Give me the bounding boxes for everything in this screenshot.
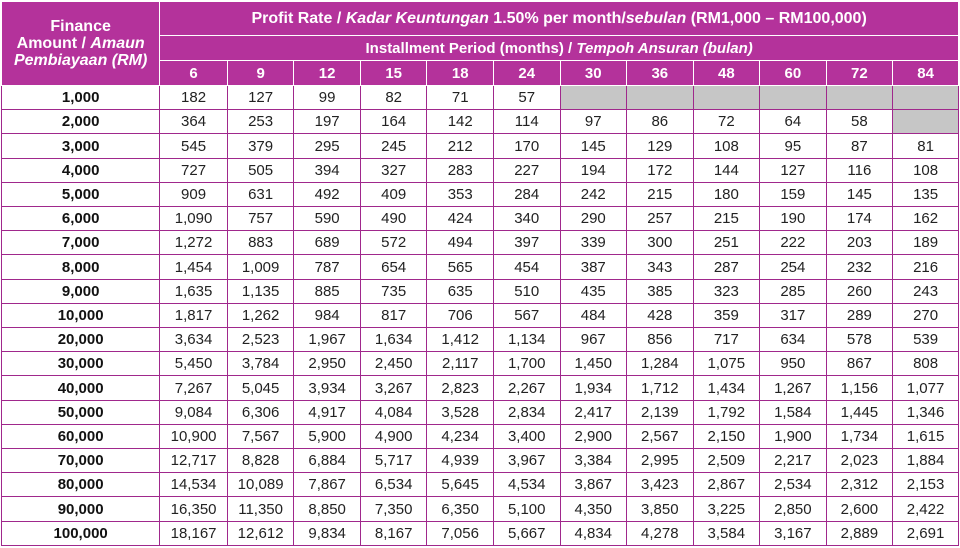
installment-cell: 260 bbox=[826, 279, 893, 303]
installment-cell: 2,417 bbox=[560, 400, 627, 424]
installment-cell: 387 bbox=[560, 255, 627, 279]
installment-cell: 72 bbox=[693, 110, 760, 134]
installment-cell: 7,267 bbox=[160, 376, 228, 400]
installment-cell: 2,422 bbox=[893, 497, 959, 521]
installment-cell: 7,350 bbox=[360, 497, 427, 521]
installment-cell: 1,792 bbox=[693, 400, 760, 424]
installment-cell: 428 bbox=[627, 303, 694, 327]
profit-rate-prefix: Profit Rate / bbox=[251, 9, 346, 27]
installment-cell: 1,967 bbox=[294, 328, 361, 352]
month-header: 24 bbox=[493, 61, 560, 86]
table-row bbox=[2, 497, 959, 521]
installment-cell: 10,089 bbox=[227, 473, 294, 497]
finance-amount-cell: 90,000 bbox=[2, 497, 160, 521]
month-header: 15 bbox=[360, 61, 427, 86]
installment-cell: 245 bbox=[360, 134, 427, 158]
table-row bbox=[2, 376, 959, 400]
unavailable-cell bbox=[760, 86, 827, 110]
installment-cell: 635 bbox=[427, 279, 494, 303]
table-row bbox=[2, 303, 959, 327]
installment-cell: 339 bbox=[560, 231, 627, 255]
installment-cell: 116 bbox=[826, 158, 893, 182]
installment-cell: 81 bbox=[893, 134, 959, 158]
month-header: 6 bbox=[160, 61, 228, 86]
finance-amount-cell: 3,000 bbox=[2, 134, 160, 158]
installment-cell: 95 bbox=[760, 134, 827, 158]
installment-cell: 145 bbox=[560, 134, 627, 158]
installment-cell: 3,784 bbox=[227, 352, 294, 376]
installment-cell: 364 bbox=[160, 110, 228, 134]
finance-amount-cell: 40,000 bbox=[2, 376, 160, 400]
installment-cell: 706 bbox=[427, 303, 494, 327]
installment-cell: 7,056 bbox=[427, 521, 494, 545]
table-row bbox=[2, 279, 959, 303]
installment-cell: 2,534 bbox=[760, 473, 827, 497]
installment-cell: 10,900 bbox=[160, 424, 228, 448]
installment-cell: 3,584 bbox=[693, 521, 760, 545]
profit-rate-suffix: (RM1,000 – RM100,000) bbox=[686, 9, 867, 27]
finance-amount-cell: 6,000 bbox=[2, 207, 160, 231]
installment-cell: 2,267 bbox=[493, 376, 560, 400]
finance-amount-cell: 8,000 bbox=[2, 255, 160, 279]
installment-cell: 3,528 bbox=[427, 400, 494, 424]
installment-cell: 5,717 bbox=[360, 449, 427, 473]
installment-cell: 3,934 bbox=[294, 376, 361, 400]
installment-cell: 397 bbox=[493, 231, 560, 255]
installment-cell: 867 bbox=[826, 352, 893, 376]
installment-cell: 114 bbox=[493, 110, 560, 134]
installment-cell: 8,167 bbox=[360, 521, 427, 545]
month-header: 9 bbox=[227, 61, 294, 86]
table-row bbox=[2, 424, 959, 448]
installment-cell: 203 bbox=[826, 231, 893, 255]
installment-cell: 190 bbox=[760, 207, 827, 231]
installment-cell: 12,612 bbox=[227, 521, 294, 545]
installment-cell: 5,100 bbox=[493, 497, 560, 521]
unavailable-cell bbox=[560, 86, 627, 110]
period-prefix: Installment Period (months) / bbox=[365, 39, 577, 57]
unavailable-cell bbox=[893, 110, 959, 134]
finance-amount-cell: 50,000 bbox=[2, 400, 160, 424]
finance-amount-cell: 4,000 bbox=[2, 158, 160, 182]
installment-cell: 4,939 bbox=[427, 449, 494, 473]
installment-cell: 108 bbox=[693, 134, 760, 158]
installment-cell: 1,090 bbox=[160, 207, 228, 231]
installment-cell: 1,584 bbox=[760, 400, 827, 424]
installment-cell: 2,150 bbox=[693, 424, 760, 448]
installment-cell: 99 bbox=[294, 86, 361, 110]
table-row bbox=[2, 352, 959, 376]
installment-cell: 484 bbox=[560, 303, 627, 327]
table-row bbox=[2, 473, 959, 497]
installment-cell: 385 bbox=[627, 279, 694, 303]
installment-cell: 4,350 bbox=[560, 497, 627, 521]
installment-cell: 108 bbox=[893, 158, 959, 182]
installment-cell: 8,850 bbox=[294, 497, 361, 521]
installment-cell: 2,995 bbox=[627, 449, 694, 473]
installment-table bbox=[1, 1, 959, 546]
installment-cell: 572 bbox=[360, 231, 427, 255]
installment-cell: 9,084 bbox=[160, 400, 228, 424]
installment-cell: 3,400 bbox=[493, 424, 560, 448]
installment-cell: 1,450 bbox=[560, 352, 627, 376]
installment-cell: 909 bbox=[160, 182, 228, 206]
finance-amount-cell: 20,000 bbox=[2, 328, 160, 352]
installment-cell: 222 bbox=[760, 231, 827, 255]
unavailable-cell bbox=[693, 86, 760, 110]
installment-cell: 950 bbox=[760, 352, 827, 376]
installment-cell: 4,917 bbox=[294, 400, 361, 424]
installment-cell: 57 bbox=[493, 86, 560, 110]
installment-cell: 539 bbox=[893, 328, 959, 352]
installment-cell: 284 bbox=[493, 182, 560, 206]
installment-cell: 14,534 bbox=[160, 473, 228, 497]
installment-cell: 1,817 bbox=[160, 303, 228, 327]
installment-cell: 129 bbox=[627, 134, 694, 158]
installment-cell: 197 bbox=[294, 110, 361, 134]
installment-cell: 2,312 bbox=[826, 473, 893, 497]
installment-cell: 2,889 bbox=[826, 521, 893, 545]
installment-cell: 4,900 bbox=[360, 424, 427, 448]
installment-cell: 2,153 bbox=[893, 473, 959, 497]
installment-cell: 7,867 bbox=[294, 473, 361, 497]
installment-cell: 394 bbox=[294, 158, 361, 182]
installment-cell: 3,384 bbox=[560, 449, 627, 473]
installment-cell: 270 bbox=[893, 303, 959, 327]
table-row bbox=[2, 86, 959, 110]
installment-cell: 1,884 bbox=[893, 449, 959, 473]
installment-cell: 159 bbox=[760, 182, 827, 206]
finance-amount-cell: 30,000 bbox=[2, 352, 160, 376]
installment-cell: 2,023 bbox=[826, 449, 893, 473]
installment-cell: 353 bbox=[427, 182, 494, 206]
table-row bbox=[2, 182, 959, 206]
installment-cell: 340 bbox=[493, 207, 560, 231]
installment-cell: 4,234 bbox=[427, 424, 494, 448]
installment-cell: 856 bbox=[627, 328, 694, 352]
installment-cell: 1,262 bbox=[227, 303, 294, 327]
installment-cell: 2,950 bbox=[294, 352, 361, 376]
installment-cell: 253 bbox=[227, 110, 294, 134]
installment-cell: 1,712 bbox=[627, 376, 694, 400]
installment-cell: 1,434 bbox=[693, 376, 760, 400]
table-row bbox=[2, 400, 959, 424]
profit-rate-middle: 1.50% per month/ bbox=[488, 9, 626, 27]
installment-cell: 71 bbox=[427, 86, 494, 110]
table-row bbox=[2, 110, 959, 134]
installment-cell: 984 bbox=[294, 303, 361, 327]
unavailable-cell bbox=[627, 86, 694, 110]
installment-cell: 164 bbox=[360, 110, 427, 134]
installment-cell: 2,217 bbox=[760, 449, 827, 473]
month-header: 12 bbox=[294, 61, 361, 86]
installment-cell: 967 bbox=[560, 328, 627, 352]
month-header: 48 bbox=[693, 61, 760, 86]
finance-amount-cell: 10,000 bbox=[2, 303, 160, 327]
installment-cell: 97 bbox=[560, 110, 627, 134]
installment-cell: 379 bbox=[227, 134, 294, 158]
installment-cell: 634 bbox=[760, 328, 827, 352]
installment-cell: 87 bbox=[826, 134, 893, 158]
installment-cell: 216 bbox=[893, 255, 959, 279]
installment-cell: 1,134 bbox=[493, 328, 560, 352]
installment-cell: 6,534 bbox=[360, 473, 427, 497]
installment-cell: 86 bbox=[627, 110, 694, 134]
installment-period-header bbox=[160, 36, 959, 61]
installment-cell: 2,567 bbox=[627, 424, 694, 448]
installment-cell: 1,900 bbox=[760, 424, 827, 448]
installment-cell: 2,834 bbox=[493, 400, 560, 424]
table-row bbox=[2, 449, 959, 473]
installment-cell: 227 bbox=[493, 158, 560, 182]
installment-cell: 717 bbox=[693, 328, 760, 352]
finance-amount-cell: 1,000 bbox=[2, 86, 160, 110]
installment-cell: 2,509 bbox=[693, 449, 760, 473]
installment-cell: 490 bbox=[360, 207, 427, 231]
month-header: 18 bbox=[427, 61, 494, 86]
corner-line3-suffix: (RM) bbox=[107, 52, 148, 69]
installment-cell: 885 bbox=[294, 279, 361, 303]
installment-cell: 5,450 bbox=[160, 352, 228, 376]
table-header bbox=[2, 2, 959, 86]
installment-cell: 170 bbox=[493, 134, 560, 158]
month-header: 30 bbox=[560, 61, 627, 86]
installment-cell: 3,267 bbox=[360, 376, 427, 400]
table-row bbox=[2, 134, 959, 158]
installment-cell: 1,272 bbox=[160, 231, 228, 255]
installment-cell: 4,834 bbox=[560, 521, 627, 545]
installment-cell: 142 bbox=[427, 110, 494, 134]
installment-cell: 492 bbox=[294, 182, 361, 206]
installment-cell: 435 bbox=[560, 279, 627, 303]
installment-cell: 287 bbox=[693, 255, 760, 279]
installment-cell: 1,734 bbox=[826, 424, 893, 448]
installment-cell: 3,634 bbox=[160, 328, 228, 352]
installment-cell: 5,045 bbox=[227, 376, 294, 400]
installment-cell: 1,075 bbox=[693, 352, 760, 376]
installment-cell: 590 bbox=[294, 207, 361, 231]
installment-cell: 135 bbox=[893, 182, 959, 206]
installment-cell: 144 bbox=[693, 158, 760, 182]
installment-cell: 180 bbox=[693, 182, 760, 206]
installment-cell: 1,412 bbox=[427, 328, 494, 352]
installment-cell: 8,828 bbox=[227, 449, 294, 473]
installment-cell: 64 bbox=[760, 110, 827, 134]
installment-cell: 212 bbox=[427, 134, 494, 158]
installment-cell: 3,867 bbox=[560, 473, 627, 497]
installment-cell: 1,700 bbox=[493, 352, 560, 376]
installment-cell: 7,567 bbox=[227, 424, 294, 448]
installment-cell: 578 bbox=[826, 328, 893, 352]
installment-cell: 3,423 bbox=[627, 473, 694, 497]
installment-cell: 82 bbox=[360, 86, 427, 110]
installment-cell: 12,717 bbox=[160, 449, 228, 473]
installment-cell: 1,009 bbox=[227, 255, 294, 279]
installment-cell: 232 bbox=[826, 255, 893, 279]
table-row bbox=[2, 207, 959, 231]
finance-amount-cell: 100,000 bbox=[2, 521, 160, 545]
profit-rate-header bbox=[160, 2, 959, 36]
installment-cell: 1,284 bbox=[627, 352, 694, 376]
installment-cell: 6,350 bbox=[427, 497, 494, 521]
installment-cell: 323 bbox=[693, 279, 760, 303]
installment-cell: 172 bbox=[627, 158, 694, 182]
month-header: 36 bbox=[627, 61, 694, 86]
table-row bbox=[2, 231, 959, 255]
installment-cell: 127 bbox=[227, 86, 294, 110]
installment-cell: 215 bbox=[627, 182, 694, 206]
table-row bbox=[2, 521, 959, 545]
installment-cell: 289 bbox=[826, 303, 893, 327]
installment-cell: 4,534 bbox=[493, 473, 560, 497]
installment-cell: 817 bbox=[360, 303, 427, 327]
finance-amount-header bbox=[2, 2, 160, 86]
installment-cell: 2,900 bbox=[560, 424, 627, 448]
installment-cell: 145 bbox=[826, 182, 893, 206]
corner-line2: Amount / bbox=[16, 35, 91, 52]
installment-cell: 6,306 bbox=[227, 400, 294, 424]
installment-cell: 4,084 bbox=[360, 400, 427, 424]
installment-cell: 1,135 bbox=[227, 279, 294, 303]
installment-cell: 162 bbox=[893, 207, 959, 231]
installment-cell: 567 bbox=[493, 303, 560, 327]
installment-cell: 494 bbox=[427, 231, 494, 255]
installment-cell: 127 bbox=[760, 158, 827, 182]
installment-cell: 3,850 bbox=[627, 497, 694, 521]
corner-line1: Finance bbox=[50, 18, 111, 35]
installment-cell: 300 bbox=[627, 231, 694, 255]
installment-cell: 290 bbox=[560, 207, 627, 231]
finance-amount-cell: 80,000 bbox=[2, 473, 160, 497]
table-row bbox=[2, 158, 959, 182]
installment-cell: 359 bbox=[693, 303, 760, 327]
installment-cell: 631 bbox=[227, 182, 294, 206]
finance-amount-cell: 9,000 bbox=[2, 279, 160, 303]
installment-cell: 689 bbox=[294, 231, 361, 255]
installment-cell: 327 bbox=[360, 158, 427, 182]
installment-cell: 5,645 bbox=[427, 473, 494, 497]
installment-cell: 285 bbox=[760, 279, 827, 303]
installment-cell: 18,167 bbox=[160, 521, 228, 545]
installment-cell: 2,867 bbox=[693, 473, 760, 497]
installment-cell: 6,884 bbox=[294, 449, 361, 473]
installment-cell: 2,523 bbox=[227, 328, 294, 352]
installment-cell: 295 bbox=[294, 134, 361, 158]
installment-cell: 565 bbox=[427, 255, 494, 279]
installment-cell: 1,156 bbox=[826, 376, 893, 400]
installment-cell: 283 bbox=[427, 158, 494, 182]
installment-cell: 251 bbox=[693, 231, 760, 255]
installment-cell: 5,667 bbox=[493, 521, 560, 545]
installment-cell: 174 bbox=[826, 207, 893, 231]
installment-cell: 9,834 bbox=[294, 521, 361, 545]
installment-cell: 1,267 bbox=[760, 376, 827, 400]
installment-cell: 182 bbox=[160, 86, 228, 110]
installment-cell: 787 bbox=[294, 255, 361, 279]
installment-cell: 58 bbox=[826, 110, 893, 134]
installment-cell: 505 bbox=[227, 158, 294, 182]
installment-cell: 1,934 bbox=[560, 376, 627, 400]
table-row bbox=[2, 255, 959, 279]
table-row bbox=[2, 328, 959, 352]
installment-cell: 5,900 bbox=[294, 424, 361, 448]
installment-cell: 2,850 bbox=[760, 497, 827, 521]
finance-amount-cell: 60,000 bbox=[2, 424, 160, 448]
installment-cell: 2,823 bbox=[427, 376, 494, 400]
installment-cell: 3,167 bbox=[760, 521, 827, 545]
installment-cell: 4,278 bbox=[627, 521, 694, 545]
installment-cell: 654 bbox=[360, 255, 427, 279]
installment-cell: 808 bbox=[893, 352, 959, 376]
month-header: 72 bbox=[826, 61, 893, 86]
installment-cell: 545 bbox=[160, 134, 228, 158]
installment-cell: 454 bbox=[493, 255, 560, 279]
installment-cell: 242 bbox=[560, 182, 627, 206]
installment-cell: 1,615 bbox=[893, 424, 959, 448]
profit-rate-italic: Kadar Keuntungan bbox=[345, 9, 489, 27]
finance-amount-cell: 5,000 bbox=[2, 182, 160, 206]
corner-line2-italic: Amaun bbox=[90, 35, 145, 52]
installment-cell: 11,350 bbox=[227, 497, 294, 521]
installment-cell: 1,445 bbox=[826, 400, 893, 424]
installment-cell: 189 bbox=[893, 231, 959, 255]
installment-cell: 1,635 bbox=[160, 279, 228, 303]
installment-cell: 2,117 bbox=[427, 352, 494, 376]
installment-cell: 424 bbox=[427, 207, 494, 231]
installment-cell: 1,077 bbox=[893, 376, 959, 400]
installment-cell: 215 bbox=[693, 207, 760, 231]
installment-cell: 194 bbox=[560, 158, 627, 182]
finance-amount-cell: 7,000 bbox=[2, 231, 160, 255]
installment-cell: 1,454 bbox=[160, 255, 228, 279]
installment-cell: 510 bbox=[493, 279, 560, 303]
month-header: 84 bbox=[893, 61, 959, 86]
installment-cell: 3,967 bbox=[493, 449, 560, 473]
table-body bbox=[2, 86, 959, 546]
installment-cell: 727 bbox=[160, 158, 228, 182]
installment-cell: 2,139 bbox=[627, 400, 694, 424]
installment-cell: 883 bbox=[227, 231, 294, 255]
installment-cell: 16,350 bbox=[160, 497, 228, 521]
installment-cell: 317 bbox=[760, 303, 827, 327]
installment-cell: 409 bbox=[360, 182, 427, 206]
installment-cell: 343 bbox=[627, 255, 694, 279]
period-italic: Tempoh Ansuran (bulan) bbox=[576, 39, 753, 57]
installment-cell: 1,634 bbox=[360, 328, 427, 352]
installment-cell: 2,691 bbox=[893, 521, 959, 545]
installment-cell: 243 bbox=[893, 279, 959, 303]
installment-cell: 735 bbox=[360, 279, 427, 303]
installment-cell: 757 bbox=[227, 207, 294, 231]
installment-cell: 1,346 bbox=[893, 400, 959, 424]
unavailable-cell bbox=[893, 86, 959, 110]
installment-cell: 2,600 bbox=[826, 497, 893, 521]
finance-amount-cell: 2,000 bbox=[2, 110, 160, 134]
month-header: 60 bbox=[760, 61, 827, 86]
installment-cell: 254 bbox=[760, 255, 827, 279]
installment-cell: 257 bbox=[627, 207, 694, 231]
corner-line3-italic: Pembiayaan bbox=[13, 52, 108, 69]
profit-rate-italic2: sebulan bbox=[625, 9, 687, 27]
finance-amount-cell: 70,000 bbox=[2, 449, 160, 473]
installment-cell: 2,450 bbox=[360, 352, 427, 376]
installment-cell: 3,225 bbox=[693, 497, 760, 521]
unavailable-cell bbox=[826, 86, 893, 110]
